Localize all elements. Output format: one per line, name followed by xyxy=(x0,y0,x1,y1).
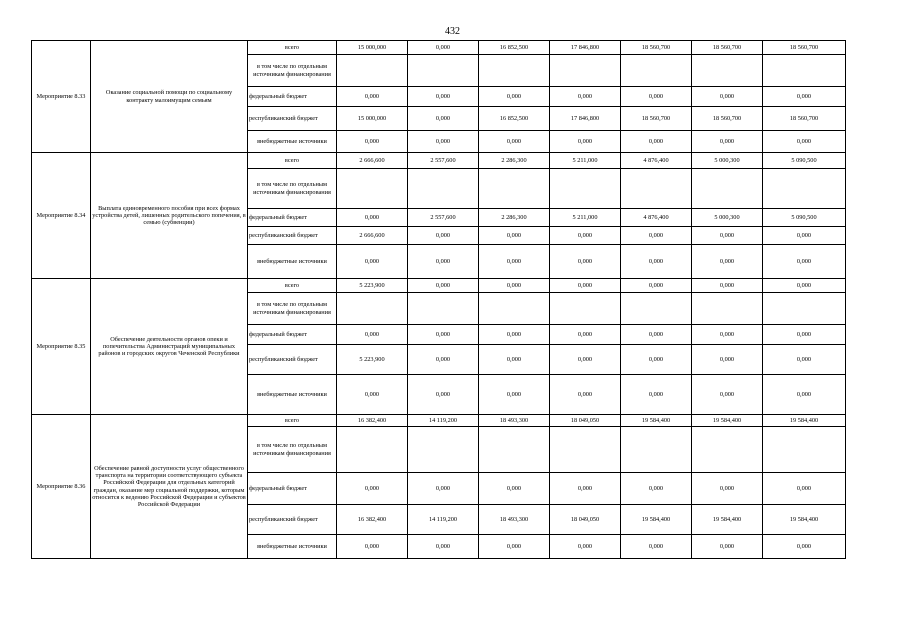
amount-cell: 0,000 xyxy=(621,375,692,415)
funding-source-label: республиканский бюджет xyxy=(248,345,337,375)
amount-cell: 0,000 xyxy=(408,87,479,107)
amount-cell: 0,000 xyxy=(337,473,408,505)
funding-source-label: республиканский бюджет xyxy=(248,505,337,535)
amount-cell: 0,000 xyxy=(692,325,763,345)
funding-source-label: в том числе по отдельным источникам финансирования xyxy=(248,293,337,325)
amount-cell: 19 584,400 xyxy=(621,415,692,427)
amount-cell xyxy=(692,55,763,87)
funding-source-label: федеральный бюджет xyxy=(248,473,337,505)
activity-code: Мероприятие 8.35 xyxy=(32,279,91,415)
amount-cell xyxy=(692,169,763,209)
amount-cell: 0,000 xyxy=(479,87,550,107)
amount-cell: 0,000 xyxy=(621,473,692,505)
amount-cell: 0,000 xyxy=(337,375,408,415)
amount-cell: 0,000 xyxy=(763,535,846,559)
amount-cell: 2 286,300 xyxy=(479,209,550,227)
funding-source-label: в том числе по отдельным источникам финансирования xyxy=(248,169,337,209)
amount-cell: 0,000 xyxy=(621,87,692,107)
amount-cell: 19 584,400 xyxy=(763,505,846,535)
amount-cell: 5 000,300 xyxy=(692,153,763,169)
amount-cell xyxy=(337,169,408,209)
amount-cell: 0,000 xyxy=(337,131,408,153)
amount-cell: 18 560,700 xyxy=(692,41,763,55)
amount-cell: 0,000 xyxy=(479,375,550,415)
amount-cell: 18 560,700 xyxy=(763,41,846,55)
amount-cell: 0,000 xyxy=(479,227,550,245)
amount-cell xyxy=(337,55,408,87)
amount-cell: 0,000 xyxy=(337,535,408,559)
amount-cell: 0,000 xyxy=(408,41,479,55)
amount-cell xyxy=(408,55,479,87)
funding-source-label: республиканский бюджет xyxy=(248,227,337,245)
amount-cell: 0,000 xyxy=(692,87,763,107)
funding-source-label: внебюджетные источники xyxy=(248,375,337,415)
amount-cell: 0,000 xyxy=(408,227,479,245)
amount-cell: 0,000 xyxy=(479,131,550,153)
amount-cell: 18 560,700 xyxy=(692,107,763,131)
amount-cell: 0,000 xyxy=(337,87,408,107)
amount-cell: 0,000 xyxy=(408,325,479,345)
activity-code: Мероприятие 8.36 xyxy=(32,415,91,559)
amount-cell: 0,000 xyxy=(763,375,846,415)
amount-cell: 0,000 xyxy=(621,131,692,153)
amount-cell: 0,000 xyxy=(550,535,621,559)
amount-cell xyxy=(621,169,692,209)
amount-cell: 0,000 xyxy=(692,227,763,245)
amount-cell: 0,000 xyxy=(479,345,550,375)
amount-cell: 0,000 xyxy=(550,375,621,415)
activity-name: Обеспечение равной доступности услуг общественного транспорта на территории соответствующего субъекта Российской Федерации для отдельных категорий граждан, оказание мер социальной поддержки, которым относится к ведению Российской Федерации и субъектов Российской Федерации xyxy=(91,415,248,559)
amount-cell xyxy=(479,55,550,87)
amount-cell: 0,000 xyxy=(621,325,692,345)
amount-cell: 15 000,000 xyxy=(337,107,408,131)
amount-cell: 0,000 xyxy=(763,245,846,279)
amount-cell: 0,000 xyxy=(408,375,479,415)
amount-cell: 18 560,700 xyxy=(763,107,846,131)
amount-cell: 2 557,600 xyxy=(408,209,479,227)
funding-source-label: всего xyxy=(248,153,337,169)
amount-cell: 0,000 xyxy=(692,345,763,375)
amount-cell xyxy=(763,293,846,325)
amount-cell xyxy=(763,55,846,87)
amount-cell: 2 557,600 xyxy=(408,153,479,169)
amount-cell: 15 000,000 xyxy=(337,41,408,55)
amount-cell: 0,000 xyxy=(621,345,692,375)
amount-cell: 18 560,700 xyxy=(621,107,692,131)
amount-cell: 16 382,400 xyxy=(337,505,408,535)
amount-cell: 16 852,500 xyxy=(479,107,550,131)
amount-cell: 0,000 xyxy=(763,279,846,293)
amount-cell: 14 119,200 xyxy=(408,505,479,535)
amount-cell xyxy=(763,427,846,473)
amount-cell: 0,000 xyxy=(692,245,763,279)
amount-cell: 5 223,900 xyxy=(337,345,408,375)
amount-cell: 0,000 xyxy=(337,325,408,345)
amount-cell: 4 876,400 xyxy=(621,209,692,227)
amount-cell: 5 090,500 xyxy=(763,209,846,227)
amount-cell: 16 852,500 xyxy=(479,41,550,55)
table-row xyxy=(32,41,846,55)
amount-cell: 0,000 xyxy=(550,227,621,245)
amount-cell: 0,000 xyxy=(408,131,479,153)
amount-cell: 19 584,400 xyxy=(763,415,846,427)
amount-cell: 0,000 xyxy=(621,535,692,559)
amount-cell: 0,000 xyxy=(550,325,621,345)
amount-cell: 0,000 xyxy=(763,325,846,345)
activity-name: Обеспечение деятельности органов опеки и попечительства Администраций муниципальных районов и городских округов Чеченской Республики xyxy=(91,279,248,415)
activity-code: Мероприятие 8.33 xyxy=(32,41,91,153)
amount-cell: 0,000 xyxy=(550,87,621,107)
amount-cell: 16 382,400 xyxy=(337,415,408,427)
funding-source-label: внебюджетные источники xyxy=(248,535,337,559)
funding-source-label: всего xyxy=(248,279,337,293)
amount-cell: 19 584,400 xyxy=(692,505,763,535)
funding-source-label: федеральный бюджет xyxy=(248,87,337,107)
amount-cell: 0,000 xyxy=(337,245,408,279)
amount-cell: 0,000 xyxy=(692,535,763,559)
amount-cell: 5 090,500 xyxy=(763,153,846,169)
amount-cell: 0,000 xyxy=(479,535,550,559)
funding-source-label: федеральный бюджет xyxy=(248,325,337,345)
amount-cell xyxy=(550,293,621,325)
amount-cell xyxy=(337,293,408,325)
amount-cell: 2 286,300 xyxy=(479,153,550,169)
funding-source-label: всего xyxy=(248,41,337,55)
amount-cell xyxy=(550,169,621,209)
page-number: 432 xyxy=(445,26,460,37)
amount-cell xyxy=(408,427,479,473)
activity-code: Мероприятие 8.34 xyxy=(32,153,91,279)
amount-cell: 0,000 xyxy=(408,345,479,375)
amount-cell: 0,000 xyxy=(550,245,621,279)
funding-source-label: республиканский бюджет xyxy=(248,107,337,131)
amount-cell: 0,000 xyxy=(763,227,846,245)
funding-source-label: в том числе по отдельным источникам финансирования xyxy=(248,427,337,473)
amount-cell xyxy=(479,169,550,209)
amount-cell: 0,000 xyxy=(408,279,479,293)
amount-cell: 0,000 xyxy=(479,245,550,279)
amount-cell: 0,000 xyxy=(763,131,846,153)
amount-cell: 0,000 xyxy=(692,279,763,293)
amount-cell xyxy=(763,169,846,209)
amount-cell: 0,000 xyxy=(550,345,621,375)
amount-cell: 0,000 xyxy=(337,209,408,227)
amount-cell: 0,000 xyxy=(408,245,479,279)
amount-cell: 0,000 xyxy=(550,279,621,293)
amount-cell: 0,000 xyxy=(621,227,692,245)
amount-cell xyxy=(621,55,692,87)
amount-cell: 0,000 xyxy=(550,131,621,153)
amount-cell: 5 223,900 xyxy=(337,279,408,293)
amount-cell xyxy=(692,427,763,473)
table-row xyxy=(32,153,846,169)
amount-cell: 2 666,600 xyxy=(337,153,408,169)
amount-cell: 0,000 xyxy=(408,107,479,131)
amount-cell: 18 493,300 xyxy=(479,505,550,535)
funding-source-label: в том числе по отдельным источникам финансирования xyxy=(248,55,337,87)
amount-cell: 14 119,200 xyxy=(408,415,479,427)
amount-cell xyxy=(479,427,550,473)
amount-cell xyxy=(550,55,621,87)
amount-cell: 0,000 xyxy=(550,473,621,505)
amount-cell: 17 846,800 xyxy=(550,107,621,131)
amount-cell xyxy=(479,293,550,325)
funding-source-label: внебюджетные источники xyxy=(248,245,337,279)
budget-table xyxy=(31,40,846,559)
amount-cell: 19 584,400 xyxy=(692,415,763,427)
amount-cell: 4 876,400 xyxy=(621,153,692,169)
amount-cell: 19 584,400 xyxy=(621,505,692,535)
amount-cell xyxy=(408,169,479,209)
amount-cell xyxy=(692,293,763,325)
amount-cell: 18 493,300 xyxy=(479,415,550,427)
amount-cell: 5 211,000 xyxy=(550,153,621,169)
amount-cell: 0,000 xyxy=(692,131,763,153)
amount-cell xyxy=(408,293,479,325)
funding-source-label: всего xyxy=(248,415,337,427)
amount-cell xyxy=(337,427,408,473)
amount-cell: 0,000 xyxy=(479,325,550,345)
budget-table-body xyxy=(32,41,846,559)
amount-cell: 0,000 xyxy=(479,279,550,293)
amount-cell: 0,000 xyxy=(479,473,550,505)
amount-cell xyxy=(550,427,621,473)
amount-cell: 0,000 xyxy=(408,473,479,505)
amount-cell: 2 666,600 xyxy=(337,227,408,245)
activity-name: Оказание социальной помощи по социальному контракту малоимущим семьям xyxy=(91,41,248,153)
amount-cell: 5 211,000 xyxy=(550,209,621,227)
amount-cell: 18 049,050 xyxy=(550,415,621,427)
amount-cell: 0,000 xyxy=(763,345,846,375)
funding-source-label: федеральный бюджет xyxy=(248,209,337,227)
table-row xyxy=(32,415,846,427)
amount-cell: 0,000 xyxy=(692,473,763,505)
funding-source-label: внебюджетные источники xyxy=(248,131,337,153)
activity-name: Выплата единовременного пособия при всех формах устройства детей, лишенных родительского попечения, в семью (субвенции) xyxy=(91,153,248,279)
table-row xyxy=(32,279,846,293)
amount-cell: 0,000 xyxy=(621,279,692,293)
amount-cell: 0,000 xyxy=(692,375,763,415)
amount-cell: 5 000,300 xyxy=(692,209,763,227)
amount-cell: 17 846,800 xyxy=(550,41,621,55)
amount-cell: 18 560,700 xyxy=(621,41,692,55)
amount-cell: 0,000 xyxy=(408,535,479,559)
amount-cell xyxy=(621,293,692,325)
amount-cell: 0,000 xyxy=(621,245,692,279)
amount-cell xyxy=(621,427,692,473)
amount-cell: 0,000 xyxy=(763,87,846,107)
amount-cell: 0,000 xyxy=(763,473,846,505)
amount-cell: 18 049,050 xyxy=(550,505,621,535)
